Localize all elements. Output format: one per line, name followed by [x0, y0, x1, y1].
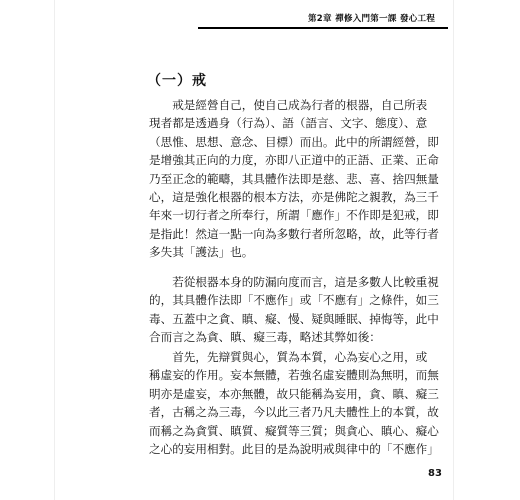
running-header [308, 12, 435, 24]
text-line: 戒是經營自己，使自己成為行者的根器，自己所表 [149, 98, 428, 112]
text-line: 多失其「護法」也。 [149, 245, 254, 260]
text-line: 合而言之為貪、瞋、癡三毒，略述其弊如後： [149, 330, 381, 345]
text-line: 明亦是虛妄，本亦無體，故只能稱為妄用，貪、瞋、癡三 [149, 386, 439, 401]
paragraph-3 [149, 348, 447, 458]
text-line: 是指此！然這一點一向為多數行者所忽略，故，此等行者 [149, 226, 439, 241]
text-line: 年來一切行者之所奉行，所謂「應作」不作即是犯戒，即 [149, 208, 439, 223]
page-number: 83 [428, 468, 442, 479]
text-line: 之心的妄用相對。此目的是為說明戒與律中的「不應作」 [149, 442, 439, 457]
text-line: 的，其具體作法即「不應作」或「不應有」之條件，如三 [149, 293, 439, 308]
paragraph-2 [149, 273, 447, 347]
text-line: 者，古稱之為三毒，今以此三者乃凡夫體性上的本質，故 [149, 405, 439, 420]
text-line: 心，這是強化根器的根本方法，亦是佛陀之親教，為三千 [149, 190, 439, 205]
chapter-title: 禪修入門第一課 發心工程 [335, 14, 436, 24]
book-page [55, 0, 453, 500]
text-line: 首先，先辯質與心，質為本質，心為妄心之用，或 [149, 350, 428, 364]
header-rule [198, 27, 448, 29]
paragraph-1 [149, 96, 447, 262]
text-line: 毒、五蓋中之貪、瞋、癡、慢、疑與睡眠、掉悔等，此中 [149, 311, 439, 326]
text-line: 現者都是透過身（行為）、語（語言、文字、態度）、意 [149, 116, 428, 131]
text-line: 若從根器本身的防漏向度而言，這是多數人比較重視 [149, 275, 439, 289]
text-line: 是增強其正向的力度，亦即八正道中的正語、正業、正命 [149, 153, 439, 168]
text-line: 稱虛妄的作用。妄本無體，若強名虛妄體則為無明，而無 [149, 368, 439, 383]
section-title: （一）戒 [147, 73, 207, 89]
chapter-label: 第2章 [308, 14, 332, 24]
text-line: 而稱之為貪質、瞋質、癡質等三質；與貪心、瞋心、癡心 [149, 423, 439, 438]
text-line: （思惟、思想、意念、目標）而出。此中的所謂經營，即 [149, 134, 439, 149]
text-line: 乃至正念的範疇，其具體作法即是慈、悲、喜、捨四無量 [149, 171, 439, 186]
